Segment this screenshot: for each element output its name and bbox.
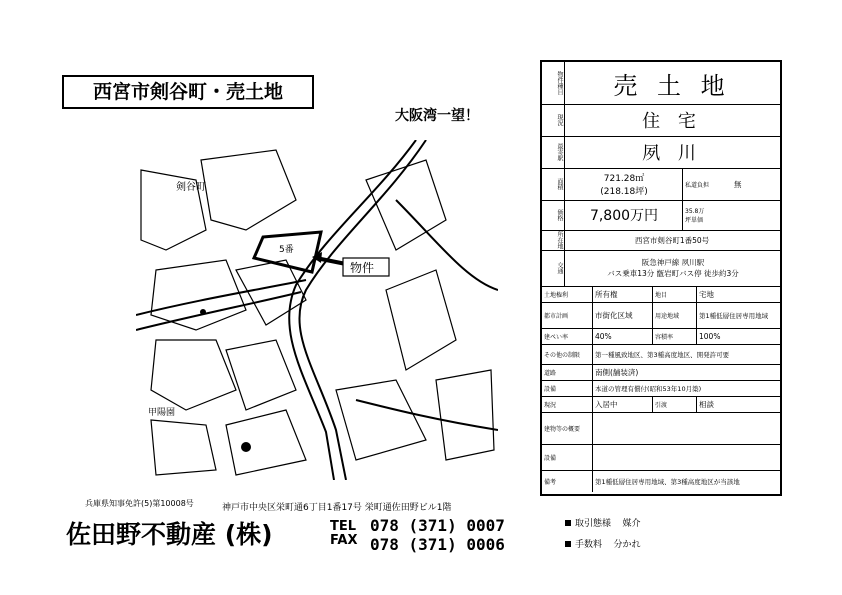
other-label: その他の制限 — [544, 351, 581, 359]
land-category: 宅地 — [696, 286, 778, 302]
area-sqm: 721.28㎡ — [603, 174, 645, 184]
building — [592, 412, 780, 444]
location-label: 所在地 — [542, 230, 565, 250]
unit-price-label: 坪単価 — [685, 217, 704, 224]
tel-label: TEL — [330, 519, 357, 534]
page-title: 西宮市剣谷町・売土地 — [62, 75, 314, 109]
property-status: 住 宅 — [642, 111, 702, 132]
site-label: 物件 — [350, 261, 375, 275]
price: 7,800万円 — [589, 208, 659, 224]
contact-numbers — [370, 516, 505, 554]
bcr-label: 建ぺい率 — [544, 333, 569, 341]
fax-number: 078 (371) 0006 — [370, 535, 505, 554]
private-road-value: 無 — [734, 179, 742, 189]
area-label: 面積 — [542, 168, 565, 200]
facilities — [592, 444, 780, 470]
road: 南側(舗装済) — [592, 364, 780, 380]
handover: 相談 — [696, 396, 778, 412]
company-name: 佐田野不動産 (株) — [66, 520, 273, 549]
parcel-label: 5番 — [279, 245, 294, 255]
remarks-label: 備考 — [544, 478, 557, 486]
access-line: 阪急神戸線 夙川駅 — [641, 258, 705, 267]
current-status-label: 現況 — [544, 401, 557, 409]
side-notes — [565, 514, 640, 556]
land-right: 所有権 — [592, 286, 652, 302]
contact-labels — [330, 520, 357, 548]
lower-label: 甲陽園 — [148, 408, 176, 418]
property-type: 売 土 地 — [613, 71, 731, 100]
facility-label: 設備 — [544, 385, 557, 393]
fax-label: FAX — [330, 533, 358, 548]
access-bus: バス乗車13分 甑岩町バス停 徒歩約3分 — [607, 269, 739, 278]
city-plan-label: 都市計画 — [544, 312, 569, 320]
fee-value: 分かれ — [613, 540, 641, 550]
other-restrictions: 第一種風致地区、第3種高度地区、開発許可要 — [592, 344, 780, 364]
remarks: 第1種低層住居専用地域、第3種高度地区が当該地 — [592, 470, 780, 492]
land-category-label: 地目 — [652, 286, 696, 302]
zoning-label: 用途地域 — [652, 302, 696, 328]
access-label: 交通 — [542, 250, 565, 286]
area-tsubo: (218.18坪) — [600, 187, 648, 197]
type-label: 物件種目 — [542, 62, 565, 104]
unit-price-value: 35.8万 — [685, 208, 705, 215]
license-number: 兵庫県知事免許(5)第10008号 — [85, 499, 194, 508]
facilities-label: 設備 — [544, 454, 557, 462]
road-label: 道路 — [544, 369, 557, 377]
location-map — [136, 140, 498, 480]
fee-label: 手数料 — [575, 540, 603, 550]
city-plan: 市街化区域 — [592, 302, 652, 328]
property-panel — [540, 60, 782, 496]
building-label: 建物等の概要 — [544, 425, 581, 433]
private-road-label: 私道負担 — [682, 168, 732, 200]
tel-number: 078 (371) 0007 — [370, 516, 505, 535]
far-label: 容積率 — [652, 328, 696, 344]
land-right-label: 土地権利 — [544, 291, 569, 299]
price-label: 価格 — [542, 200, 565, 230]
company-address: 神戸市中央区栄町通6丁目1番17号 栄町通佐田野ビル1階 — [222, 503, 452, 513]
deal-type-value: 媒介 — [622, 519, 641, 529]
facility: 本道の管理有償付(昭和53年10月築) — [592, 380, 780, 396]
status-label: 現況 — [542, 104, 565, 136]
bcr: 40% — [592, 328, 652, 344]
station-label: 最寄駅 — [542, 136, 565, 168]
far: 100% — [696, 328, 778, 344]
headline: 大阪湾一望！ — [395, 108, 479, 124]
nearest-station: 夙 川 — [642, 143, 702, 164]
deal-type-label: 取引態様 — [575, 519, 612, 529]
town-label: 剣谷町 — [176, 182, 206, 193]
current-status: 入居中 — [592, 396, 652, 412]
handover-label: 引渡 — [652, 396, 696, 412]
location: 西宮市剣谷町1番50号 — [634, 235, 710, 245]
zoning: 第1種低層住居専用地域 — [696, 302, 778, 328]
